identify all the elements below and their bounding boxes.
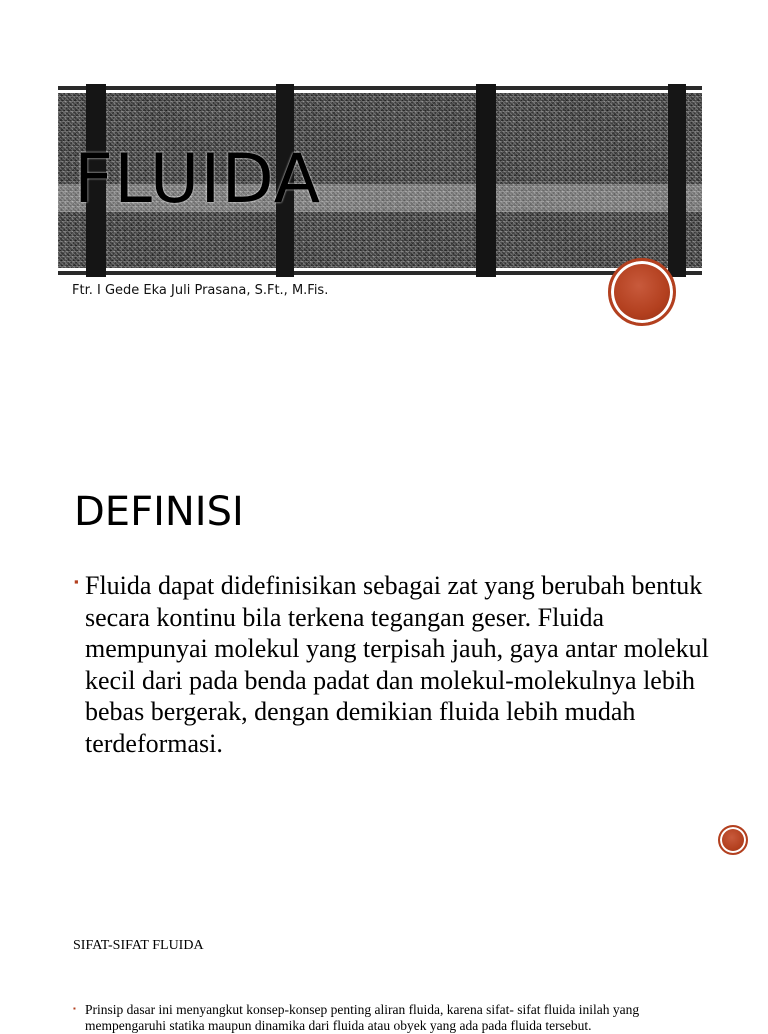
- slide-title-heading: FLUIDA: [74, 140, 322, 219]
- slide-definisi: [0, 420, 768, 860]
- section-title: SIFAT-SIFAT FLUIDA: [73, 938, 204, 953]
- bullet-square-icon: ▪: [74, 574, 79, 589]
- list-item: [74, 570, 714, 759]
- decorative-circle-icon: [608, 258, 676, 326]
- bullet-text: Prinsip dasar ini menyangkut konsep-konsep penting aliran fluida, karena sifat- sifat fluida inilah yang mempengaruhi statika maupun dinamika dari fluida atau obyek yang ada pada fluida tersebut.: [85, 1002, 640, 1033]
- list-item: [73, 1002, 693, 1034]
- slide-title: [0, 0, 768, 400]
- decorative-circle-icon: [718, 825, 748, 855]
- bullet-square-icon: ▪: [73, 1004, 76, 1013]
- bullet-text: Fluida dapat didefinisikan sebagai zat yang berubah bentuk secara kontinu bila terkena tegangan geser. Fluida mempunyai molekul yang terpisah jauh, gaya antar molekul kecil dari pada benda padat dan molekul-molekulnya lebih bebas bergerak, dengan demikian fluida lebih mudah terdeformasi.: [85, 571, 709, 758]
- section-title: DEFINISI: [74, 489, 244, 535]
- slide-sifat-fluida: [0, 880, 768, 1033]
- bullet-list: [74, 570, 714, 759]
- author-line: Ftr. I Gede Eka Juli Prasana, S.Ft., M.Fis.: [72, 283, 329, 298]
